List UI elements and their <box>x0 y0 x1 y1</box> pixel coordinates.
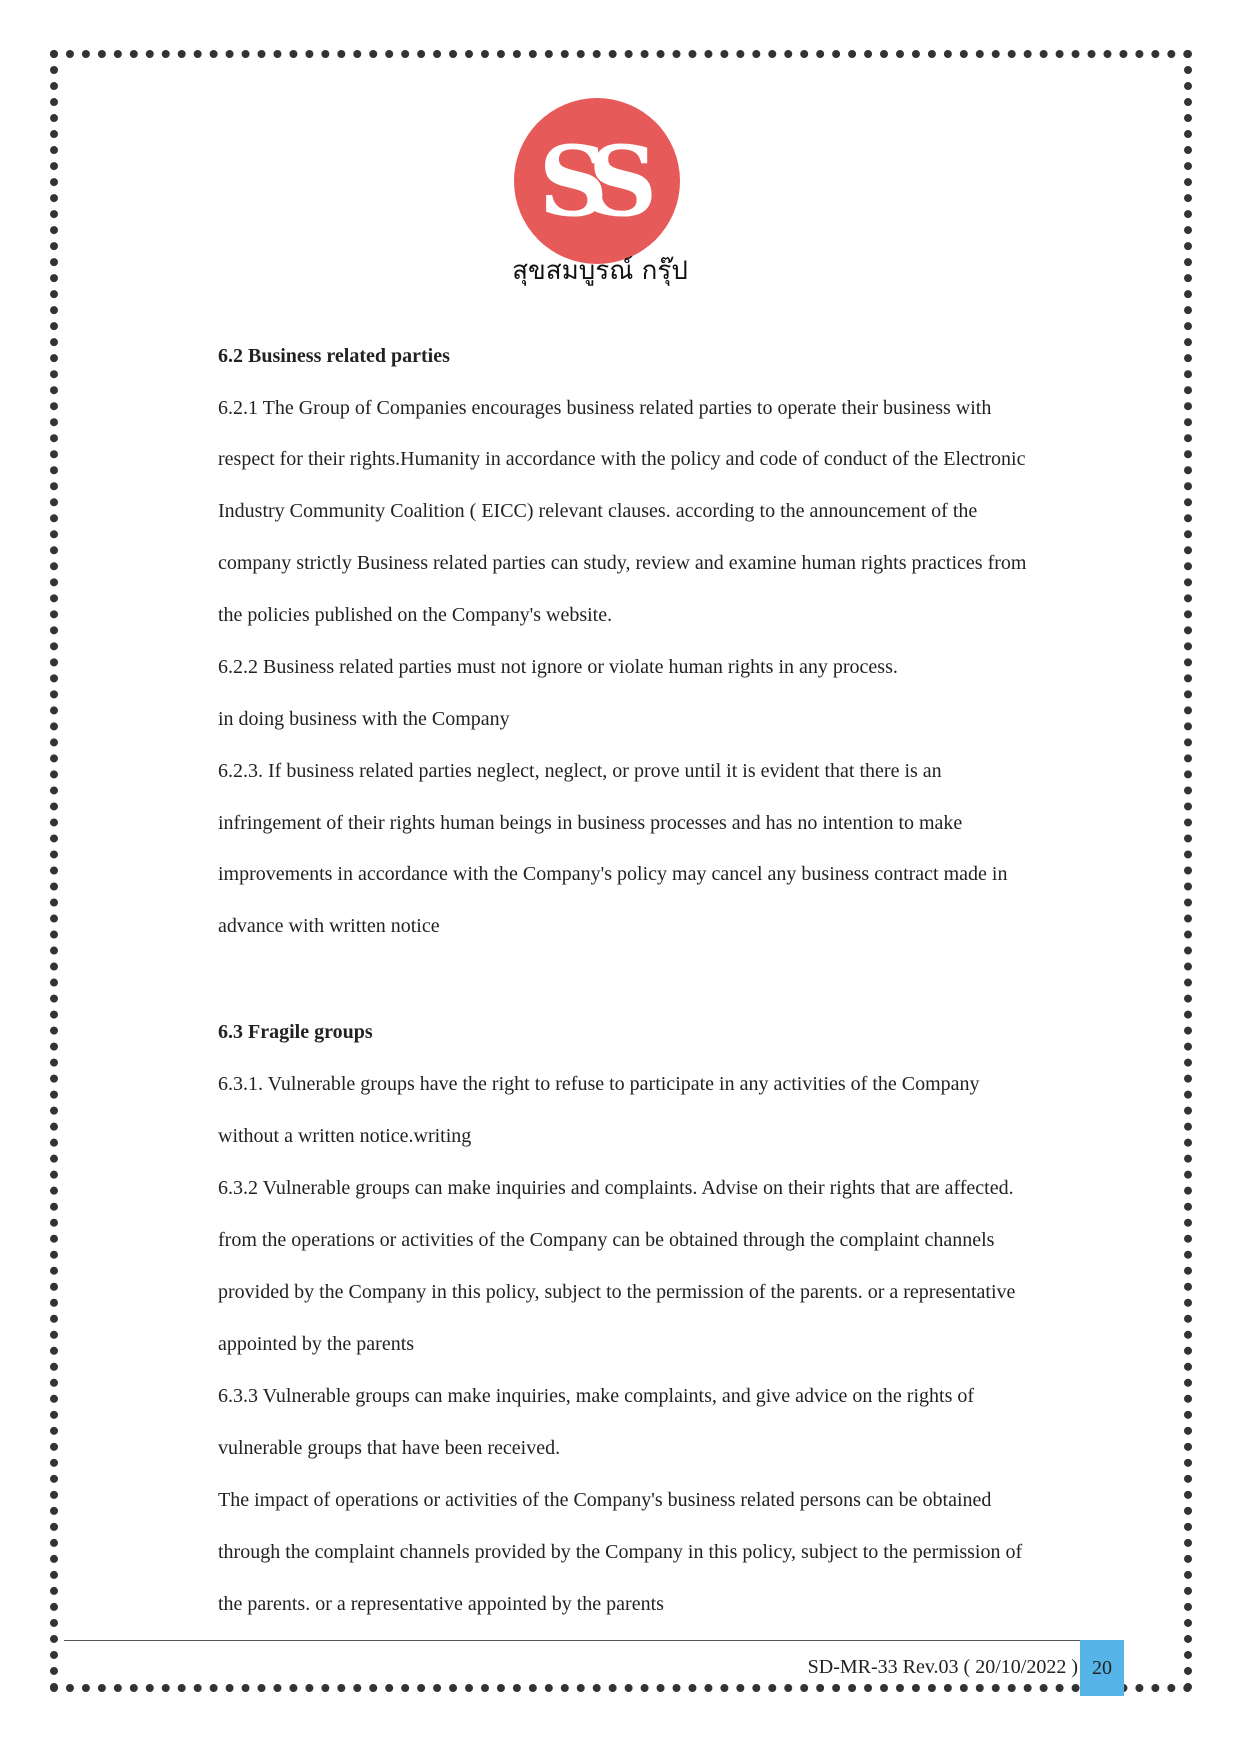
paragraph-line: vulnerable groups that have been received. <box>218 1437 561 1459</box>
section-heading-6-3: 6.3 Fragile groups <box>218 1021 373 1043</box>
paragraph-line: company strictly Business related parties can study, review and examine human rights practices from <box>218 552 1027 574</box>
paragraph-line: 6.2.2 Business related parties must not ignore or violate human rights in any process. <box>218 656 898 678</box>
paragraph-line: respect for their rights.Humanity in accordance with the policy and code of conduct of the Electronic <box>218 448 1026 470</box>
paragraph-line: 6.3.1. Vulnerable groups have the right to refuse to participate in any activities of the Company <box>218 1073 980 1095</box>
paragraph-line: the policies published on the Company's website. <box>218 604 613 626</box>
paragraph-line: the parents. or a representative appointed by the parents <box>218 1593 664 1615</box>
paragraph-line: advance with written notice <box>218 915 440 937</box>
paragraph-line: 6.2.3. If business related parties neglect, neglect, or prove until it is evident that there is an <box>218 760 942 782</box>
paragraph-line: from the operations or activities of the Company can be obtained through the complaint channels <box>218 1229 995 1251</box>
document-code: SD-MR-33 Rev.03 ( 20/10/2022 ) <box>807 1656 1078 1678</box>
paragraph-line: provided by the Company in this policy, subject to the permission of the parents. or a representative <box>218 1281 1016 1303</box>
page-number-badge <box>1080 1640 1124 1696</box>
logo-lettering: SS <box>538 124 640 238</box>
paragraph-line: infringement of their rights human beings in business processes and has no intention to make <box>218 812 963 834</box>
paragraph-line: through the complaint channels provided by the Company in this policy, subject to the permission of <box>218 1541 1023 1563</box>
page-number: 20 <box>1092 1656 1112 1679</box>
brand-name: สุขสมบูรณ์ กรุ๊ป <box>512 256 688 286</box>
paragraph-line: The impact of operations or activities of the Company's business related persons can be obtained <box>218 1489 992 1511</box>
paragraph-line: in doing business with the Company <box>218 708 510 730</box>
paragraph-line: appointed by the parents <box>218 1333 415 1355</box>
paragraph-line: 6.2.1 The Group of Companies encourages business related parties to operate their business with <box>218 397 992 419</box>
section-heading-6-2: 6.2 Business related parties <box>218 345 450 367</box>
paragraph-line: improvements in accordance with the Company's policy may cancel any business contract made in <box>218 863 1008 885</box>
paragraph-line: Industry Community Coalition ( EICC) relevant clauses. according to the announcement of the <box>218 500 978 522</box>
company-logo <box>514 98 680 264</box>
paragraph-line: 6.3.2 Vulnerable groups can make inquiries and complaints. Advise on their rights that are affected. <box>218 1177 1014 1199</box>
paragraph-line: 6.3.3 Vulnerable groups can make inquiries, make complaints, and give advice on the rights of <box>218 1385 975 1407</box>
paragraph-line: without a written notice.writing <box>218 1125 472 1147</box>
footer-divider <box>64 1640 1118 1641</box>
